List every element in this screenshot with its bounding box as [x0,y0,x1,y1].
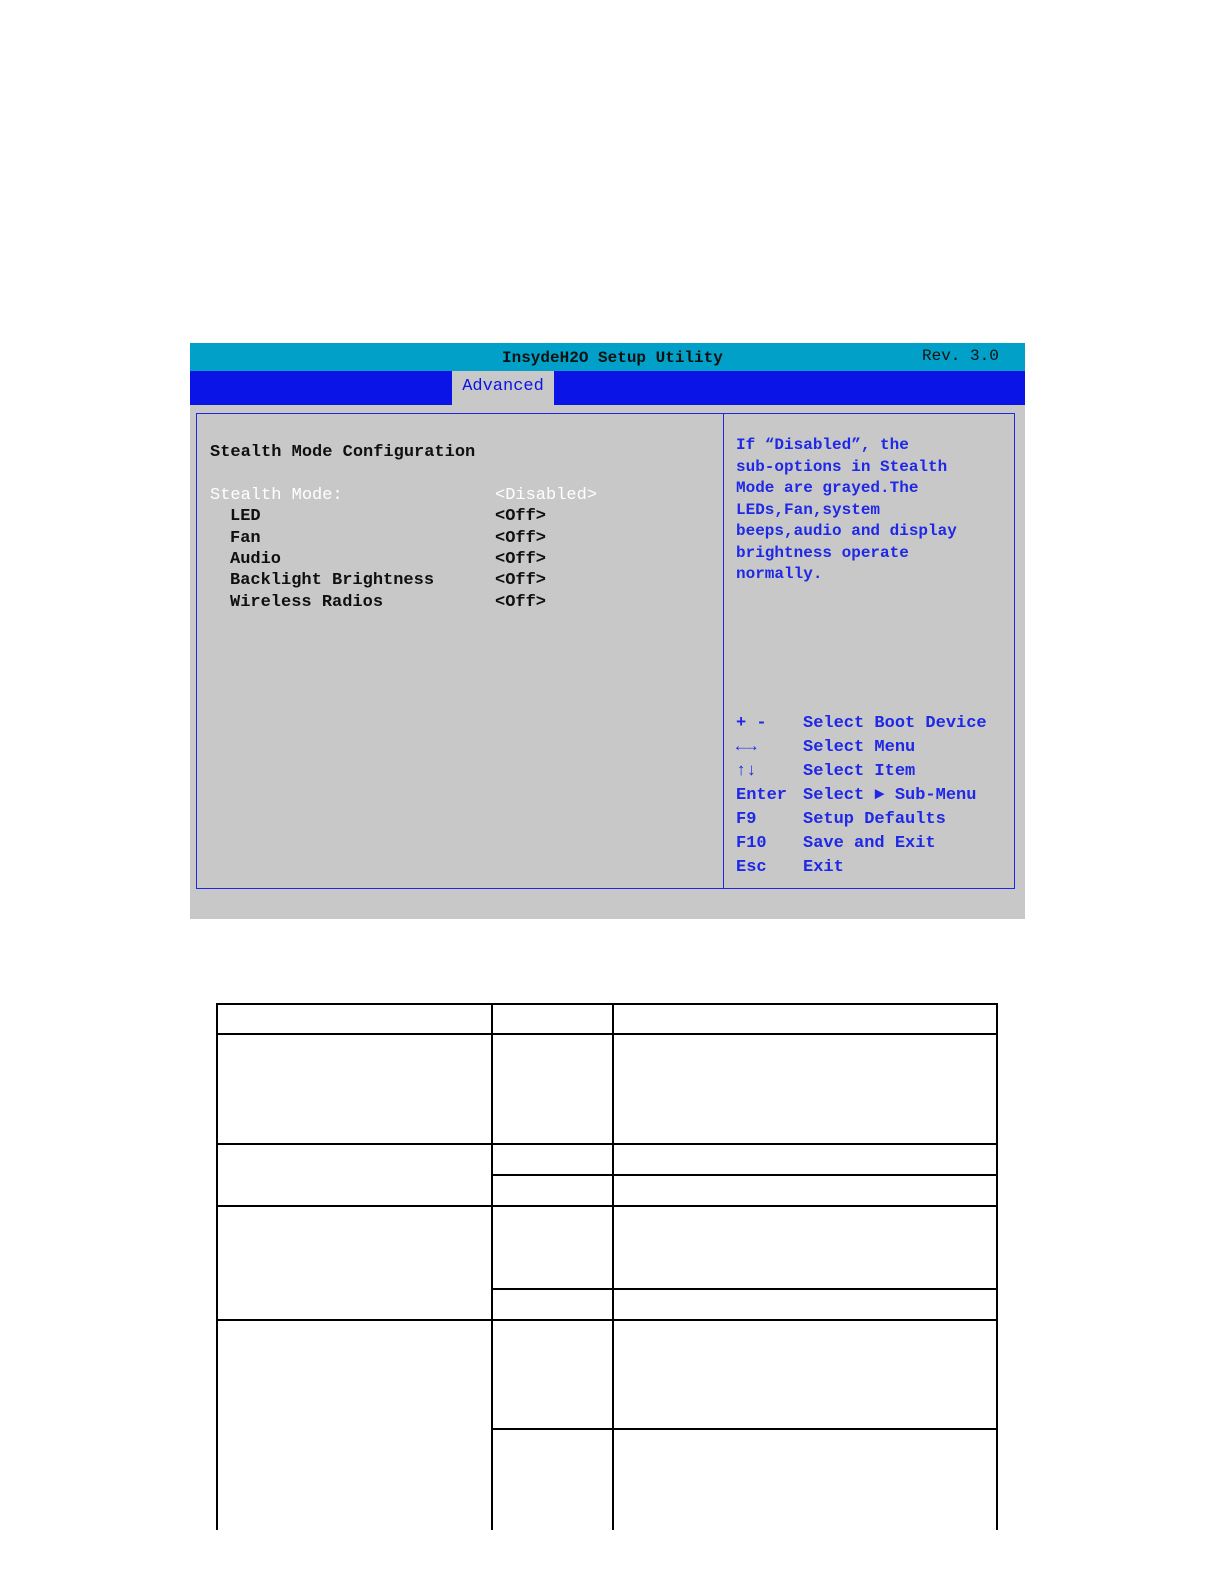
setting-value[interactable]: <Off> [495,507,547,526]
section-title: Stealth Mode Configuration [210,443,476,462]
utility-title: InsydeH2O Setup Utility [502,349,723,367]
key-name: ↑↓ [736,762,757,781]
help-line: If “Disabled”, the [736,436,909,454]
setting-row-audio[interactable] [190,550,710,571]
help-line: normally. [736,565,823,583]
table-border [216,1003,218,1530]
setting-label: Backlight Brightness [230,571,435,590]
key-description: Select Item [803,762,916,781]
key-legend-row [736,714,1016,738]
revision-label: Rev. 3.0 [922,347,999,365]
table-border [612,1003,614,1530]
setting-row-led[interactable] [190,507,710,528]
key-legend-row [736,810,1016,834]
table-border [216,1205,998,1207]
table-border [491,1288,998,1290]
help-line: LEDs,Fan,system [736,500,881,519]
table-border [216,1033,998,1035]
table-border [216,1319,998,1321]
key-description: Exit [803,858,844,877]
table-border [996,1430,998,1530]
key-name: Esc [736,858,767,877]
help-text [736,435,1011,586]
key-legend-row [736,834,1016,858]
key-description: Setup Defaults [803,810,946,829]
table-border [491,1428,998,1430]
setting-value[interactable]: <Off> [495,529,547,548]
table-border [216,1003,998,1005]
panel-divider [723,413,724,889]
key-name: + - [736,714,767,733]
setting-row-fan[interactable] [190,529,710,550]
key-name: ←→ [736,738,757,757]
key-legend [736,714,1016,882]
key-name: Enter [736,786,788,805]
setting-value[interactable]: <Off> [495,571,547,590]
key-legend-row [736,786,1016,810]
setting-label: Stealth Mode: [210,486,343,505]
table-border [216,1143,998,1145]
key-description: Save and Exit [803,834,936,853]
setting-value[interactable]: <Disabled> [495,486,598,505]
key-description: Select Menu [803,738,916,757]
setting-row-backlight-brightness[interactable] [190,571,710,592]
help-line: Mode are grayed.The [736,479,919,497]
key-legend-row [736,858,1016,882]
setting-label: LED [230,507,261,526]
setting-label: Fan [230,529,261,548]
table-border [491,1174,998,1176]
help-line: sub-options in Stealth [736,457,948,476]
title-bar [190,343,1025,371]
bios-setup-screen [190,343,1025,919]
key-name: F10 [736,834,767,853]
setting-label: Wireless Radios [230,593,384,612]
setting-label: Audio [230,550,282,569]
table-border [996,1003,998,1428]
key-legend-row [736,762,1016,786]
help-line: brightness operate [736,543,909,562]
tab-advanced[interactable]: Advanced [452,371,554,405]
key-description: Select Boot Device [803,714,987,733]
setting-value[interactable]: <Off> [495,550,547,569]
key-description: Select ► Sub-Menu [803,786,977,805]
table-border [491,1003,493,1530]
key-legend-row [736,738,1016,762]
key-name: F9 [736,810,757,829]
menu-bar [190,371,1025,405]
help-line: beeps,audio and display [736,522,957,540]
setting-row-stealth-mode[interactable] [190,486,710,507]
setting-row-wireless-radios[interactable] [190,593,710,614]
setting-value[interactable]: <Off> [495,593,547,612]
